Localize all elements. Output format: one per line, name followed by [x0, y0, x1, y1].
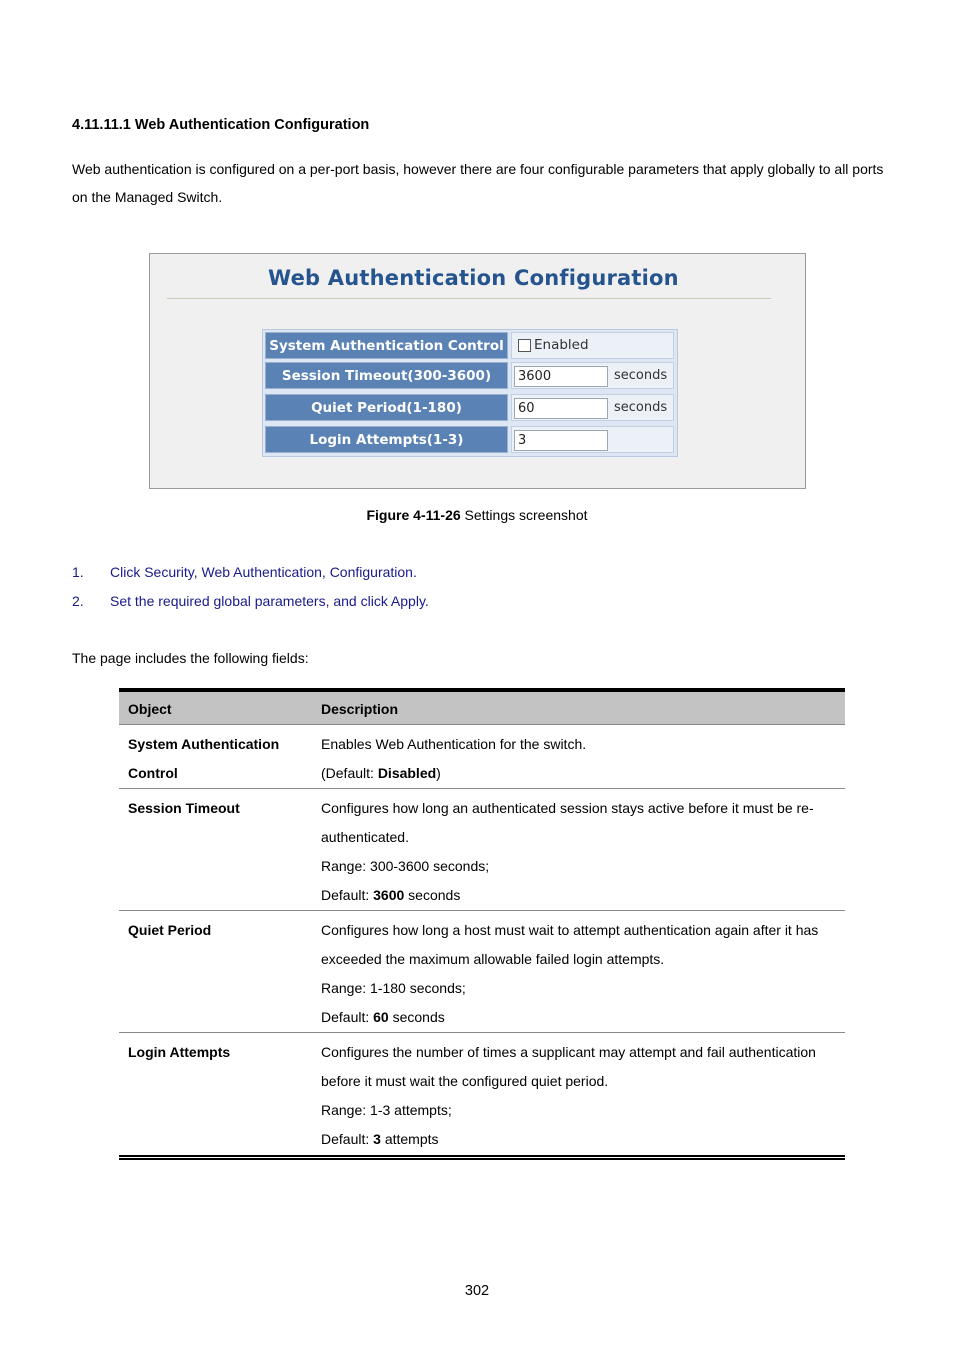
figure-caption — [0, 507, 954, 523]
description-column-header: Description — [312, 690, 845, 725]
description-suffix: seconds — [388, 1009, 445, 1025]
description-line — [321, 916, 836, 974]
description-cell — [312, 911, 845, 1033]
table-row — [119, 1033, 845, 1155]
table-row — [119, 725, 845, 789]
description-text: Configures the number of times a supplicant may attempt and fail authentication before it must wait the configured quiet period. — [321, 1044, 816, 1089]
session-timeout-unit: seconds — [614, 368, 668, 383]
fields-table — [119, 688, 845, 1160]
description-text: Range: 300-3600 seconds; — [321, 858, 490, 874]
description-line — [321, 1038, 836, 1096]
step-text: Click Security, Web Authentication, Configuration. — [110, 564, 417, 580]
login-attempts-cell — [511, 426, 674, 453]
enabled-checkbox-label: Enabled — [534, 337, 589, 353]
description-line — [321, 974, 836, 1003]
default-value: 60 — [373, 1009, 389, 1025]
object-column-header: Object — [119, 690, 312, 725]
description-suffix: seconds — [404, 887, 461, 903]
table-row — [119, 789, 845, 911]
description-cell — [312, 789, 845, 911]
object-cell: Session Timeout — [119, 789, 312, 911]
figure-caption-text: Settings screenshot — [460, 507, 588, 523]
table-row — [119, 911, 845, 1033]
object-cell: Login Attempts — [128, 1044, 231, 1060]
login-attempts-input[interactable]: 3 — [514, 430, 608, 451]
step-number: 2. — [72, 593, 84, 609]
description-text: Default: — [321, 1131, 374, 1147]
description-text: Default: — [321, 887, 374, 903]
section-heading: 4.11.11.1 Web Authentication Configuration — [72, 117, 370, 133]
description-text: Configures how long a host must wait to attempt authentication again after it has exceeded the maximum allowable failed login attempts. — [321, 922, 819, 967]
enabled-checkbox[interactable] — [518, 339, 531, 352]
description-line — [321, 1003, 836, 1032]
object-cell: System Authentication Control — [119, 725, 312, 789]
session-timeout-input[interactable]: 3600 — [514, 366, 608, 387]
quiet-period-unit: seconds — [614, 400, 668, 415]
intro-paragraph: Web authentication is configured on a per-port basis, however there are four configurable parameters that apply globally to all ports on the Managed Switch. — [72, 161, 884, 205]
system-auth-control-label: System Authentication Control — [265, 332, 508, 359]
page-number: 302 — [464, 1283, 490, 1299]
description-line — [321, 730, 836, 759]
description-line — [321, 759, 836, 788]
description-line — [321, 852, 836, 881]
step-number: 1. — [72, 564, 84, 580]
description-suffix: attempts — [380, 1131, 439, 1147]
object-cell: Quiet Period — [119, 911, 312, 1033]
description-text: Range: 1-3 attempts; — [321, 1102, 452, 1118]
default-value: 3600 — [373, 887, 405, 903]
description-line — [321, 1096, 836, 1125]
settings-screenshot — [149, 253, 806, 489]
screenshot-title: Web Authentication Configuration — [268, 266, 679, 290]
default-value: Disabled — [377, 765, 437, 781]
description-text: (Default: — [321, 765, 378, 781]
fields-intro: The page includes the following fields: — [72, 650, 309, 666]
system-auth-control-cell — [511, 332, 674, 359]
description-text: Default: — [321, 1009, 374, 1025]
figure-number: Figure 4-11-26 — [366, 507, 461, 523]
description-line — [321, 794, 836, 852]
config-form — [262, 329, 678, 457]
description-cell — [312, 725, 845, 789]
table-header-row — [119, 690, 845, 725]
description-text: Range: 1-180 seconds; — [321, 980, 466, 996]
description-text: Enables Web Authentication for the switch. — [321, 736, 587, 752]
session-timeout-cell — [511, 362, 674, 389]
session-timeout-label: Session Timeout(300-3600) — [265, 362, 508, 389]
description-cell — [312, 1033, 845, 1155]
login-attempts-label: Login Attempts(1-3) — [265, 426, 508, 453]
quiet-period-cell — [511, 394, 674, 421]
step-text: Set the required global parameters, and click Apply. — [110, 593, 429, 609]
title-divider — [167, 298, 771, 299]
quiet-period-input[interactable]: 60 — [514, 398, 608, 419]
description-text: Configures how long an authenticated session stays active before it must be re-authenticated. — [321, 800, 814, 845]
description-suffix: ) — [436, 765, 441, 781]
table-bottom-rule — [119, 1155, 845, 1160]
description-line — [321, 1125, 836, 1154]
default-value: 3 — [373, 1131, 381, 1147]
description-line — [321, 881, 836, 910]
quiet-period-label: Quiet Period(1-180) — [265, 394, 508, 421]
